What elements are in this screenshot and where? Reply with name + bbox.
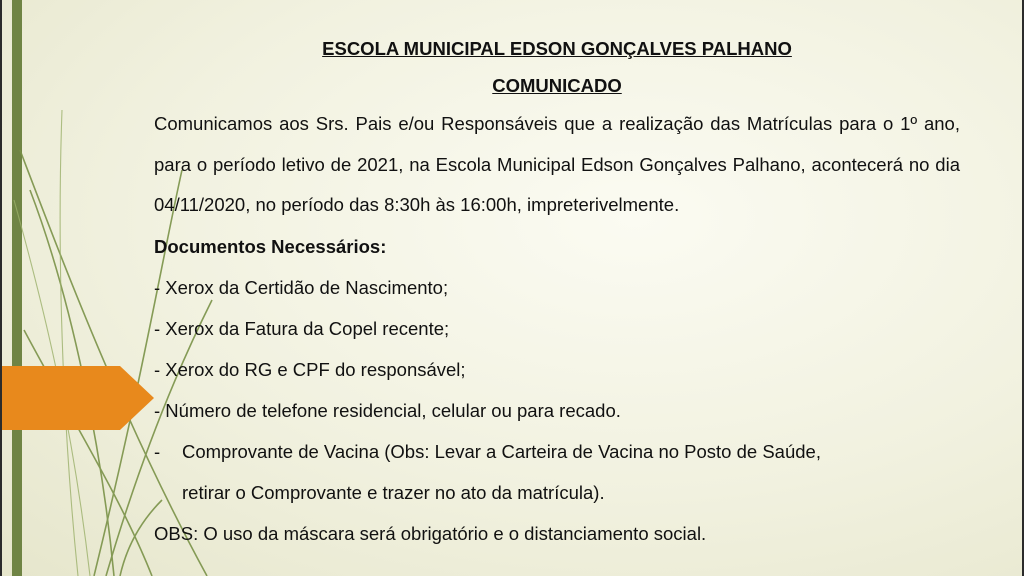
vaccine-line-1: Comprovante de Vacina (Obs: Levar a Carteira de Vacina no Posto de Saúde, [182,440,821,462]
notice-paragraph: Comunicamos aos Srs. Pais e/ou Responsáveis que a realização das Matrículas para o 1º ano, para o período letivo de 2021, na Escola Municipal Edson Gonçalves Palhano, acontecerá no dia 04/11/2020, no período das 8:30h às 16:00h, impreterivelmente. [154,113,960,215]
vaccine-bullet: - [154,440,161,462]
document-item: - Xerox da Certidão de Nascimento; [154,276,449,298]
document-item: - Número de telefone residencial, celular ou para recado. [154,399,621,421]
notice-title: COMUNICADO [492,75,622,96]
document-item: - Xerox da Fatura da Copel recente; [154,317,450,339]
vaccine-line-2: retirar o Comprovante e trazer no ato da matrícula). [182,481,605,503]
obs-note: OBS: O uso da máscara será obrigatório e o distanciamento social. [154,522,707,544]
school-name: ESCOLA MUNICIPAL EDSON GONÇALVES PALHANO [322,38,792,59]
documents-title: Documentos Necessários: [154,235,387,257]
document-item-vaccine [154,431,960,472]
orange-arrow-shape [2,366,154,430]
document-item: - Xerox do RG e CPF do responsável; [154,358,466,380]
notice-content [154,30,960,554]
